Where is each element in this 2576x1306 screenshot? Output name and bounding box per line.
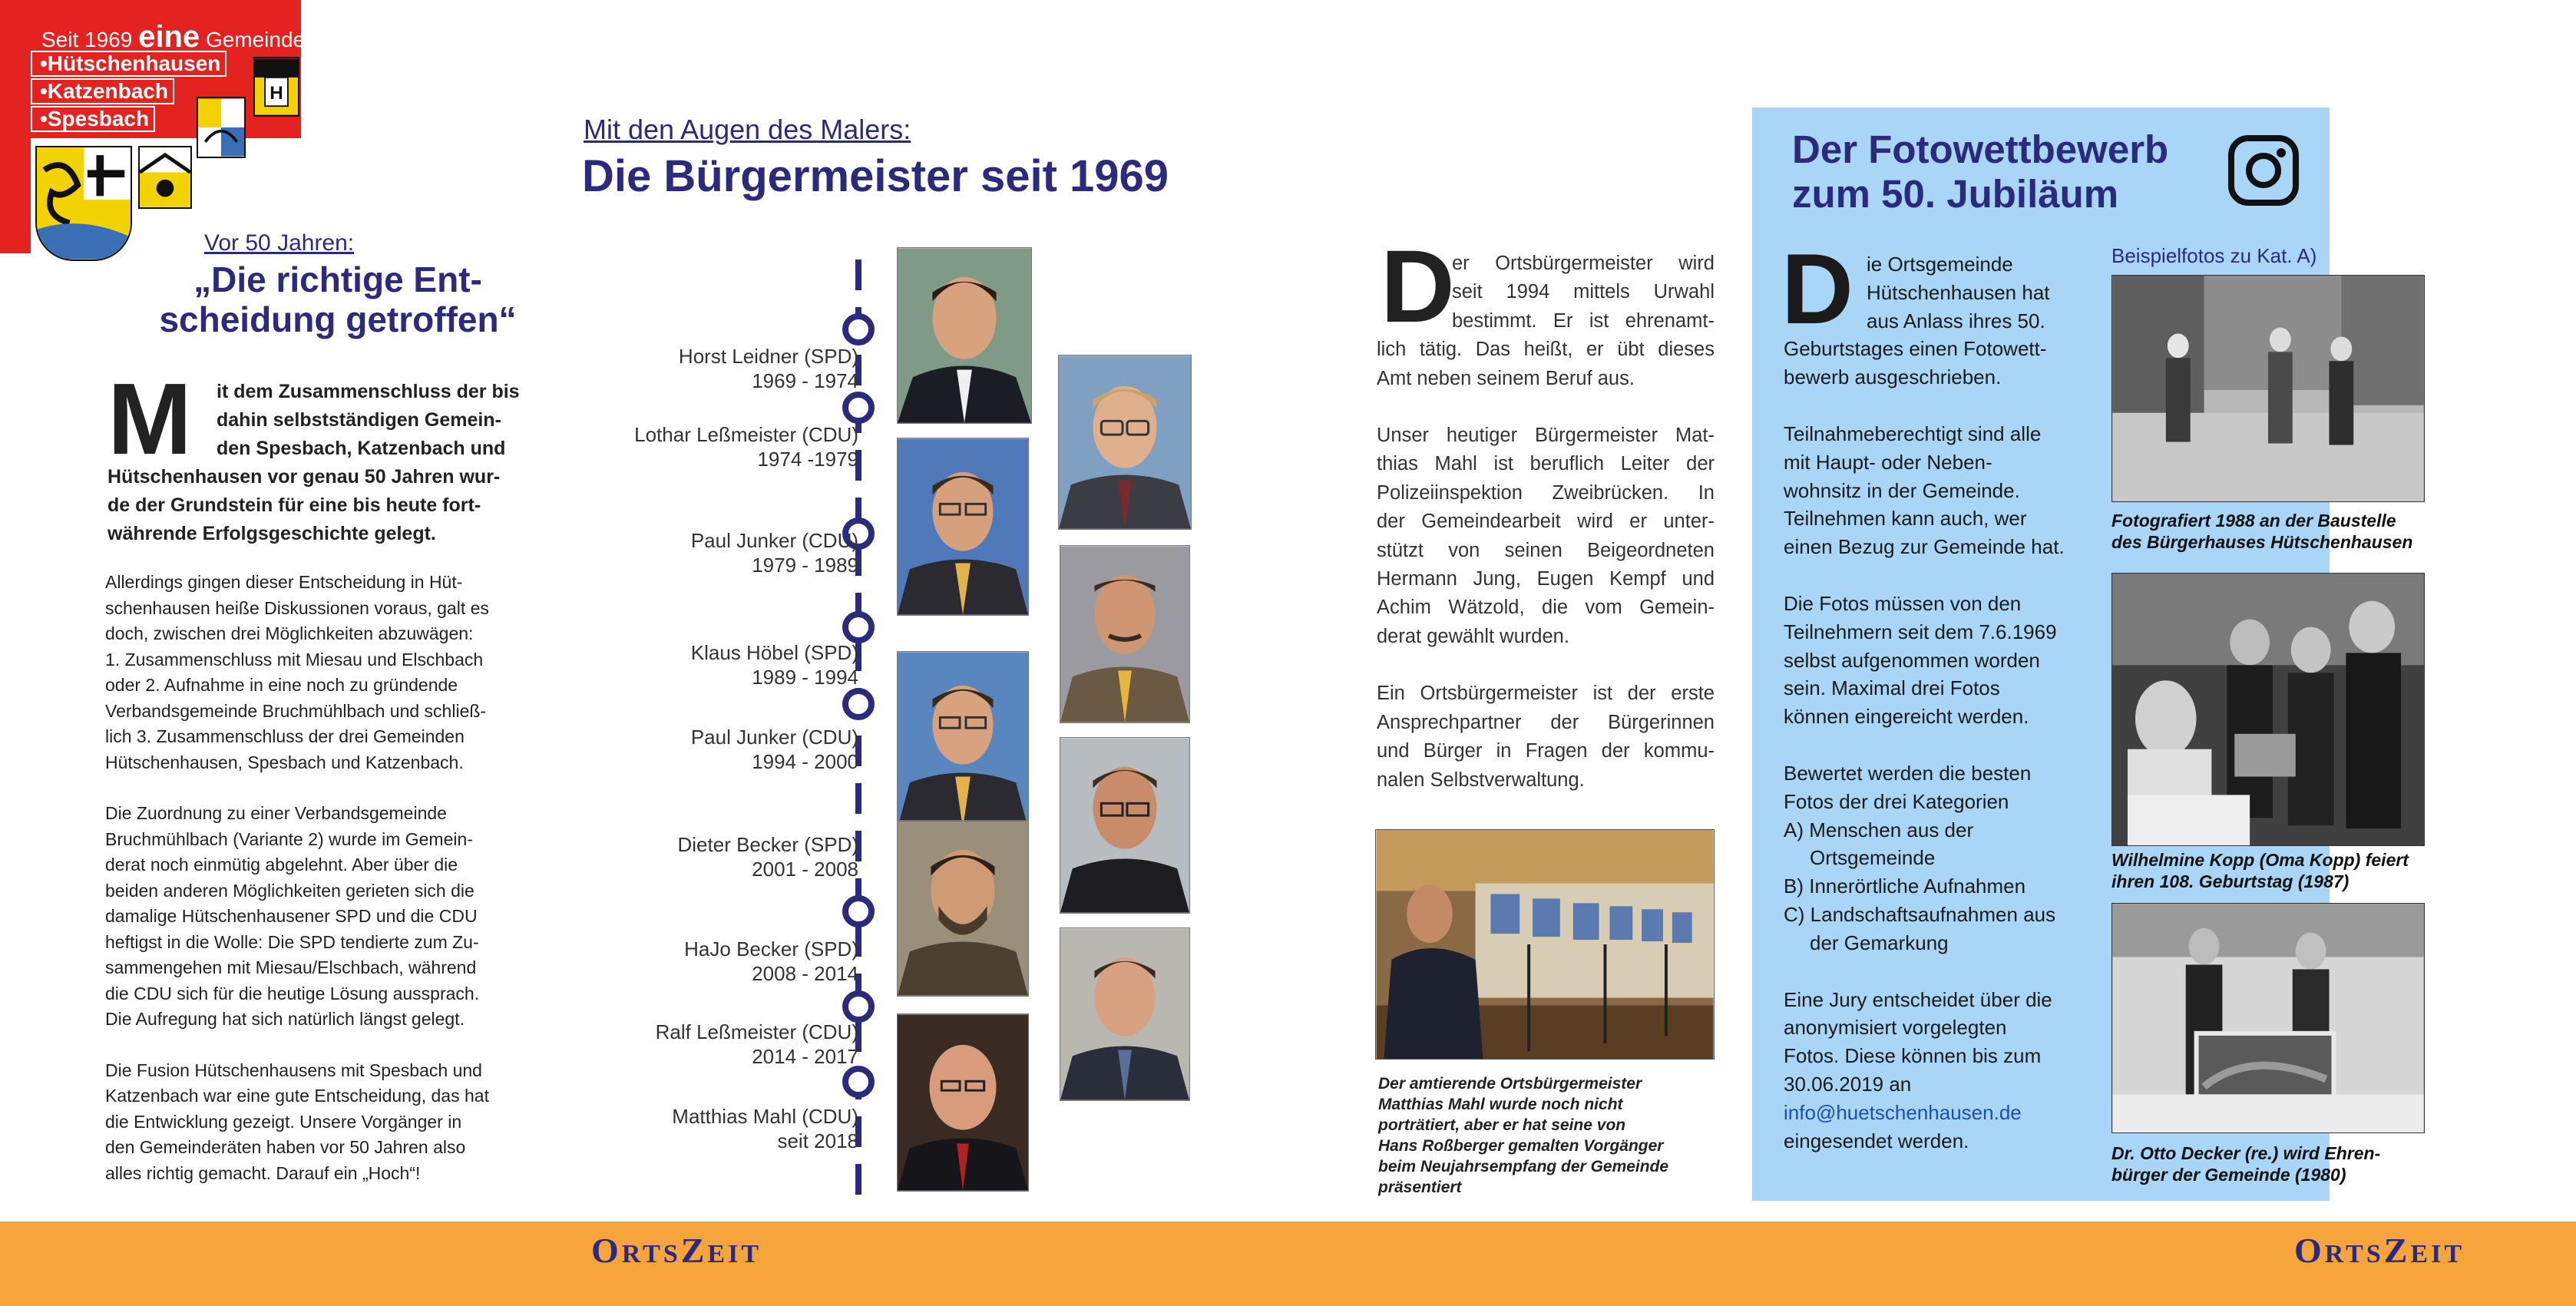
caption-line: Der amtierende Ortsbürgermeister <box>1378 1075 1642 1093</box>
logo-municipality: Gemeinde <box>205 28 306 51</box>
timeline-node <box>842 895 875 927</box>
body-line: oder 2. Aufnahme in eine noch zu gründende <box>105 675 458 695</box>
panel-line: eingesendet werden. <box>1784 1129 1969 1152</box>
example-caption-line: Dr. Otto Decker (re.) wird Ehren- <box>2111 1143 2381 1163</box>
mayor-term: 2014 - 2017 <box>752 1045 858 1068</box>
panel-line: Eine Jury entscheidet über die <box>1784 987 2052 1011</box>
portrait-painting <box>1060 927 1190 1101</box>
mayor-term: 1969 - 1974 <box>752 369 858 392</box>
caption-line: Hans Roßberger gemalten Vorgänger <box>1378 1137 1664 1155</box>
portrait-painting <box>897 820 1029 997</box>
panel-line: Fotos. Diese können bis zum <box>1784 1044 2042 1068</box>
text3-line: lich tätig. Das heißt, er übt dieses <box>1377 339 1715 361</box>
panel-line: mit Haupt- oder Neben- <box>1784 450 1992 474</box>
mayor-name: Paul Junker (CDU) <box>690 529 858 552</box>
panel-title-line: zum 50. Jubiläum <box>1792 172 2119 216</box>
body-line: lich 3. Zusammenschluss der drei Gemeinden <box>105 726 465 746</box>
text3-body <box>1377 250 1715 823</box>
footer-bar <box>0 1222 2576 1306</box>
body-line: Verbandsgemeinde Bruchmühlbach und schließ- <box>105 700 487 721</box>
body-line: doch, zwischen drei Möglichkeiten abzuwägen: <box>105 623 474 643</box>
logo-since: Seit 1969 <box>41 28 133 51</box>
logo-village-huetschenhausen: •Hütschenhausen <box>31 51 227 77</box>
body-line: Allerdings gingen dieser Entscheidung in Hüt- <box>105 572 463 592</box>
mayor-entry <box>551 344 858 393</box>
center-title: Die Bürgermeister seit 1969 <box>582 151 1169 201</box>
panel-line: Bewertet werden die besten <box>1784 761 2032 785</box>
left-title <box>107 260 568 339</box>
brand-letters: EIT <box>707 1240 762 1268</box>
email-link[interactable]: info@huetschenhausen.de <box>1784 1100 2022 1124</box>
timeline-node <box>842 1066 875 1098</box>
brand-letter: Z <box>680 1231 708 1270</box>
portrait-painting <box>1060 737 1190 914</box>
text3-paragraph-2 <box>1377 422 1715 651</box>
text3-line: thias Mahl ist beruflich Leiter der <box>1377 453 1715 475</box>
example-photo-construction <box>2111 275 2425 502</box>
timeline-node <box>842 313 875 346</box>
text3-line: bestimmt. Er ist ehrenamt- <box>1452 309 1715 332</box>
mayor-entry <box>551 528 858 577</box>
text3-line: Ein Ortsbürgermeister ist der erste <box>1377 683 1715 705</box>
left-kicker: Vor 50 Jahren: <box>204 230 355 256</box>
panel-dropcap: D <box>1781 233 1853 345</box>
mayor-term: seit 2018 <box>777 1129 858 1152</box>
timeline-node <box>842 611 875 643</box>
panel-line: sein. Maximal drei Fotos <box>1784 676 2000 700</box>
crest-verbandsgemeinde <box>35 146 132 261</box>
example-photo-birthday <box>2111 573 2425 846</box>
text3-line: Hermann Jung, Eugen Kempf und <box>1377 568 1715 590</box>
caption-line: präsentiert <box>1378 1179 1462 1196</box>
mayor-entry <box>551 832 858 881</box>
example-caption-line: Fotografiert 1988 an der Baustelle <box>2111 511 2396 531</box>
left-body <box>105 570 543 1212</box>
panel-line: B) Innerörtliche Aufnahmen <box>1784 875 2026 898</box>
exhibit-caption <box>1378 1073 1716 1198</box>
text3-line: Amt neben seinem Beruf aus. <box>1377 367 1635 389</box>
panel-line: selbst aufgenommen worden <box>1784 648 2040 672</box>
example-caption-line: ihren 108. Geburtstag (1987) <box>2111 871 2349 891</box>
panel-line: einen Bezug zur Gemeinde hat. <box>1784 535 2065 559</box>
panel-line: Ortsgemeinde <box>1810 846 1936 870</box>
panel-paragraph-3 <box>1784 590 2091 731</box>
panel-line: Geburtstages einen Fotowett- <box>1784 337 2047 361</box>
body-line: 1. Zusammenschluss mit Miesau und Elschbach <box>105 649 484 670</box>
crest-katzenbach <box>197 97 246 158</box>
brand-letter: Z <box>2383 1231 2411 1270</box>
panel-line: können eingereicht werden. <box>1784 705 2029 729</box>
caption-line: Matthias Mahl wurde noch nicht <box>1378 1096 1623 1113</box>
panel-line: A) Menschen aus der <box>1784 818 1974 841</box>
examples-label: Beispielfotos zu Kat. A) <box>2111 244 2317 267</box>
portrait-painting <box>897 438 1029 616</box>
crest-letter: H <box>270 82 283 104</box>
mayor-term: 2008 - 2014 <box>752 962 858 985</box>
footer-brand-right <box>2294 1230 2465 1271</box>
mayor-entry <box>551 725 858 774</box>
brand-letters: RTS <box>621 1240 681 1268</box>
text3-line: der Gemeindearbeit wird er unter- <box>1377 511 1715 533</box>
panel-line: anonymisiert vorgelegten <box>1784 1016 2007 1040</box>
lead-line: it dem Zusammenschluss der bis <box>217 381 520 402</box>
left-title-line: scheidung getroffen“ <box>159 299 517 339</box>
body-line: die Entwicklung gezeigt. Unsere Vorgänger in <box>105 1111 462 1132</box>
logo-village-spesbach: •Spesbach <box>31 106 155 132</box>
panel-paragraph-4 <box>1784 759 2091 957</box>
text3-line: seit 1994 mittels Urwahl <box>1452 281 1715 303</box>
mayor-term: 2001 - 2008 <box>752 858 858 881</box>
example-caption-line: bürger der Gemeinde (1980) <box>2111 1165 2346 1185</box>
text3-line: er Ortsbürgermeister wird <box>1452 253 1715 274</box>
body-line: sammengehen mit Miesau/Elschbach, während <box>105 957 477 977</box>
caption-line: beim Neujahrsempfang der Gemeinde <box>1378 1158 1669 1175</box>
lead-line: den Spesbach, Katzenbach und <box>217 438 506 459</box>
brand-letters: EIT <box>2410 1240 2465 1268</box>
example-photo-honorary-citizen <box>2111 903 2425 1133</box>
mayor-entry <box>551 422 858 471</box>
panel-line: ie Ortsgemeinde <box>1867 253 2013 276</box>
text3-paragraph-3 <box>1377 679 1715 795</box>
panel-line: Die Fotos müssen von den <box>1784 591 2022 615</box>
mayor-term: 1974 -1979 <box>757 448 858 471</box>
body-line: Die Fusion Hütschenhausens mit Spesbach und <box>105 1060 482 1080</box>
panel-text <box>1784 250 2091 1183</box>
body-line: die CDU sich für die heutige Lösung aussprach. <box>105 983 480 1003</box>
panel-paragraph-2 <box>1784 420 2091 561</box>
mayor-term: 1994 - 2000 <box>752 750 858 773</box>
brand-letter: O <box>2294 1231 2325 1270</box>
panel-line: Teilnehmern seit dem 7.6.1969 <box>1784 620 2057 643</box>
lead-line: Hütschenhausen vor genau 50 Jahren wur- <box>107 466 501 488</box>
text3-line: Achim Wätzold, die vom Gemein- <box>1377 597 1715 619</box>
exhibit-photo <box>1375 829 1715 1060</box>
brand-letters: RTS <box>2324 1240 2384 1268</box>
body-line: Die Aufregung hat sich natürlich längst gelegt. <box>105 1009 465 1029</box>
body-line: den Gemeinderäten haben vor 50 Jahren also <box>105 1137 466 1157</box>
text3-line: Polizeiinspektion Zweibrücken. In <box>1377 481 1715 504</box>
mayor-name: Klaus Höbel (SPD) <box>690 641 858 664</box>
lead-line: dahin selbstständigen Gemein- <box>217 409 501 431</box>
panel-paragraph-5 <box>1784 986 2091 1156</box>
panel-title <box>1792 127 2168 217</box>
body-line: Hütschenhausen, Spesbach und Katzenbach. <box>105 752 464 772</box>
mayor-entry <box>551 1104 858 1153</box>
center-kicker: Mit den Augen des Malers: <box>584 114 911 145</box>
portrait-painting <box>897 1013 1029 1192</box>
left-paragraph-2 <box>105 801 543 1033</box>
text3-line: derat gewählt wurden. <box>1377 625 1569 647</box>
left-dropcap: M <box>107 362 192 475</box>
left-paragraph-3 <box>105 1058 543 1187</box>
logo-tagline <box>41 20 305 55</box>
mayor-entry <box>551 640 858 689</box>
footer-brand-left <box>591 1230 762 1271</box>
mayor-name: HaJo Becker (SPD) <box>684 937 858 960</box>
panel-line: bewerb ausgeschrieben. <box>1784 365 2002 389</box>
lead-line: währende Erfolgsgeschichte gelegt. <box>107 523 436 544</box>
crest-huetschenhausen <box>253 57 299 117</box>
body-line: heftigst in die Wolle: Die SPD tendierte zum Zu- <box>105 931 479 952</box>
body-line: derat noch einmütig abgelehnt. Aber über die <box>105 855 458 875</box>
mayor-name: Paul Junker (CDU) <box>690 726 858 749</box>
body-line: Bruchmühlbach (Variante 2) wurde im Gemein- <box>105 828 473 849</box>
left-paragraph-1 <box>105 570 543 775</box>
brand-letter: O <box>591 1231 622 1270</box>
left-lead-paragraph <box>107 378 545 548</box>
panel-title-line: Der Fotowettbewerb <box>1792 127 2169 171</box>
logo-village-katzenbach: •Katzenbach <box>31 78 174 104</box>
text3-line: stützt von seinen Beigeordneten <box>1377 539 1715 561</box>
panel-line: C) Landschaftsaufnahmen aus <box>1784 902 2056 926</box>
body-line: damalige Hütschenhausener SPD und die CDU <box>105 906 478 926</box>
logo-one: eine <box>138 20 200 54</box>
panel-line: der Gemarkung <box>1810 931 1949 954</box>
panel-line: 30.06.2019 an <box>1784 1072 1912 1096</box>
panel-paragraph-1 <box>1784 250 2091 392</box>
mayor-name: Matthias Mahl (CDU) <box>672 1105 858 1128</box>
portrait-painting <box>1058 355 1192 530</box>
text3-dropcap: D <box>1381 230 1455 344</box>
body-line: beiden anderen Möglichkeiten gerieten sich die <box>105 880 475 901</box>
text3-paragraph-1 <box>1377 250 1715 393</box>
timeline-node <box>842 688 875 720</box>
panel-line: Teilnehmen kann auch, wer <box>1784 507 2027 531</box>
panel-line: wohnsitz in der Gemeinde. <box>1784 478 2020 502</box>
body-line: schenhausen heiße Diskussionen voraus, galt es <box>105 597 489 618</box>
mayor-entry <box>551 1020 858 1069</box>
example-caption <box>2111 1142 2380 1185</box>
mayor-name: Horst Leidner (SPD) <box>678 345 858 368</box>
example-caption-line: des Bürgerhauses Hütschenhausen <box>2111 532 2413 552</box>
panel-line: aus Anlass ihres 50. <box>1867 309 2045 332</box>
text3-line: Unser heutiger Bürgermeister Mat- <box>1377 425 1715 447</box>
body-line: Die Zuordnung zu einer Verbandsgemeinde <box>105 803 447 823</box>
timeline-node <box>842 392 875 424</box>
mayor-term: 1989 - 1994 <box>752 666 858 689</box>
text3-line: nalen Selbstverwaltung. <box>1377 769 1585 791</box>
portrait-painting <box>897 651 1029 829</box>
mayor-name: Lothar Leßmeister (CDU) <box>634 423 858 446</box>
body-line: alles richtig gemacht. Darauf ein „Hoch“! <box>105 1162 421 1183</box>
example-caption <box>2111 510 2412 553</box>
portrait-painting <box>897 247 1032 424</box>
portrait-painting <box>1060 545 1190 723</box>
text3-line: Ansprechpartner der Bürgerinnen <box>1377 711 1715 733</box>
instagram-icon <box>2227 134 2300 207</box>
mayor-entry <box>551 937 858 986</box>
example-caption <box>2111 849 2409 892</box>
example-caption-line: Wilhelmine Kopp (Oma Kopp) feiert <box>2111 850 2409 870</box>
panel-line: Teilnahmeberechtigt sind alle <box>1784 422 2042 445</box>
lead-line: de der Grundstein für eine bis heute fort- <box>107 494 481 516</box>
mayor-name: Dieter Becker (SPD) <box>677 833 858 856</box>
body-line: Katzenbach war eine gute Entscheidung, das hat <box>105 1086 489 1106</box>
left-title-line: „Die richtige Ent- <box>193 260 482 299</box>
mayor-term: 1979 - 1989 <box>752 554 858 577</box>
timeline-node <box>842 990 875 1023</box>
crest-spesbach <box>138 146 192 209</box>
panel-line: Hütschenhausen hat <box>1867 280 2050 304</box>
panel-line: Fotos der drei Kategorien <box>1784 789 2009 813</box>
text3-line: und Bürger in Fragen der kommu- <box>1377 740 1715 762</box>
caption-line: porträtiert, aber er hat seine von <box>1378 1116 1626 1134</box>
mayor-name: Ralf Leßmeister (CDU) <box>655 1020 858 1043</box>
